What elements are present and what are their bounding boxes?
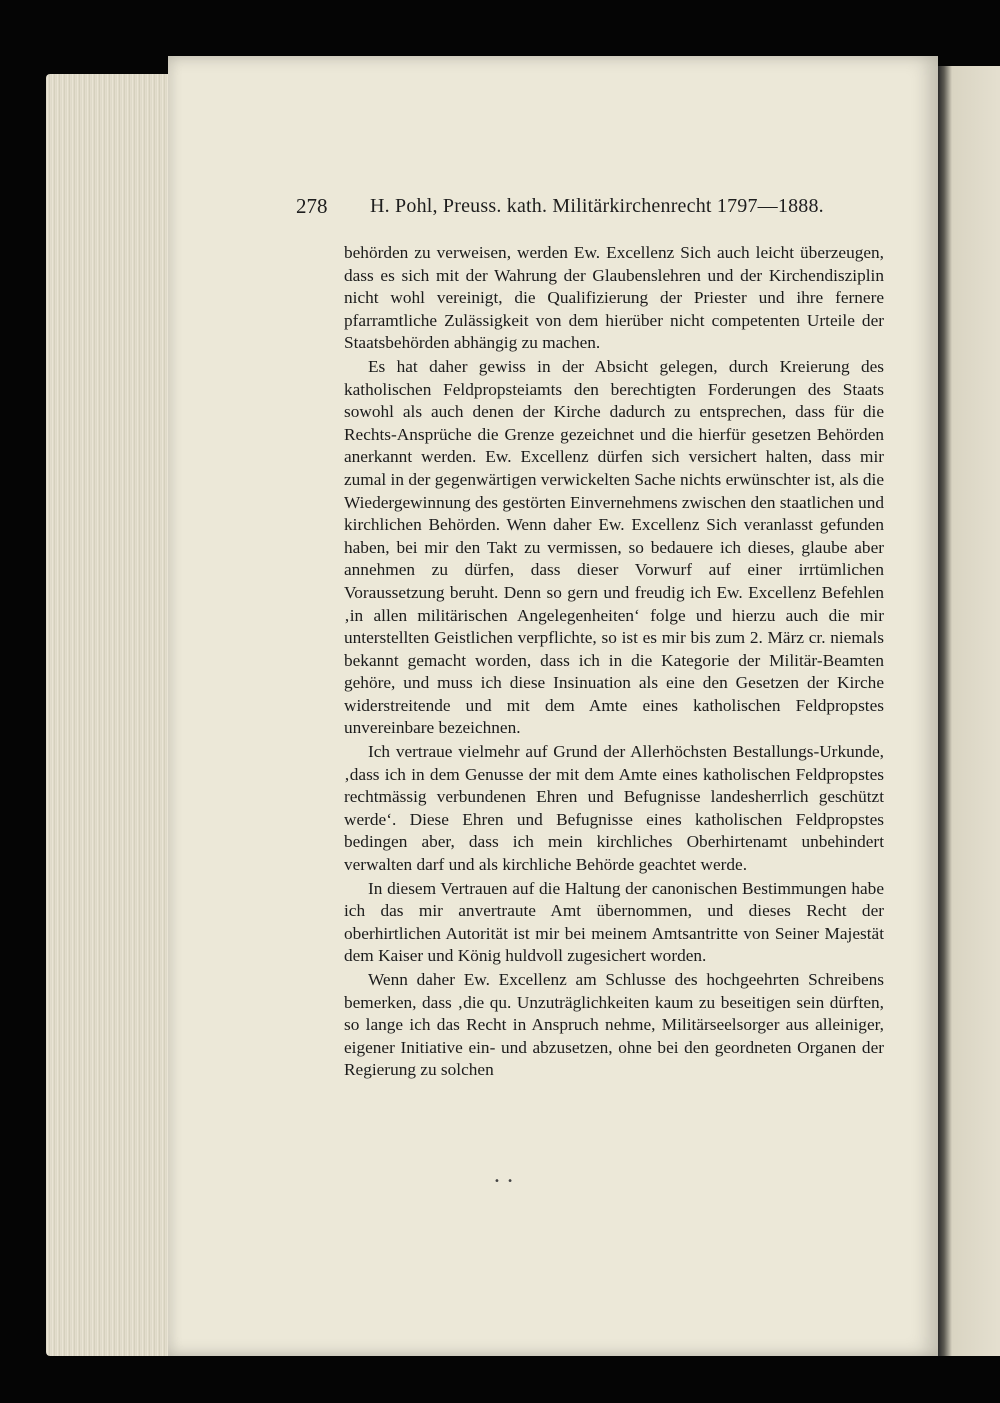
paragraph: Es hat daher gewiss in der Absicht gelegen, durch Kreierung des katholischen Feldpropsteiamts den berechtigten Forderungen des Staats sowohl als auch denen der Kirche dadurch zu entsprechen, dass für die Rechts-Ansprüche die Grenze gezeichnet und die hierfür gesetzen Behörden anerkannt werden. Ew. Excellenz dürfen sich versichert halten, dass mir zumal in der gegenwärtigen verwickelten Sache nichts erwünschter ist, als die Wiedergewinnung des gestörten Einvernehmens zwischen den staatlichen und kirchlichen Behörden. Wenn daher Ew. Excellenz Sich veranlasst gefunden haben, bei mir den Takt zu vermissen, so bedauere ich dieses, glaube aber annehmen zu dürfen, dass dieser Vorwurf auf einer irrtümlichen Voraussetzung beruht. Denn so gern und freudig ich Ew. Excellenz Befehlen ‚in allen militärischen Angelegenheiten‘ folge und hierzu auch die mir unterstellten Geistlichen verpflichte, so ist es mir bis zum 2. März cr. niemals bekannt gemacht worden, dass ich in die Kategorie der Militär-Beamten gehöre, und muss ich diese Insinuation als eine den Gesetzen der Kirche widerstreitende und mit dem Amte eines katholischen Feldpropstes unvereinbare bezeichnen. [344, 356, 884, 738]
print-mark: • • [494, 1176, 515, 1187]
paragraph: behörden zu verweisen, werden Ew. Excellenz Sich auch leicht überzeugen, dass es sich mit der Wahrung der Glaubenslehren und der Kirchendisziplin nicht wohl vereinigt, die Qualifizierung der Priester und ihre fernere pfarramtliche Zulässigkeit von dem hierüber nicht competenten Urteile der Staatsbehörden abhängig zu machen. [344, 243, 884, 353]
next-page-edge [938, 66, 1000, 1356]
paragraph: Ich vertraue vielmehr auf Grund der Allerhöchsten Bestallungs-Urkunde, ‚dass ich in dem Genusse der mit dem Amte eines katholischen Feldpropstes rechtmässig verbundenen Ehren und Befugnisse landesherrlich geschützt werde‘. Diese Ehren und Befugnisse eines katholischen Feldpropstes bedingen aber, dass ich mein kirchliches Oberhirtenamt unbehindert verwalten darf und als kirchliche Behörde geachtet werde. [344, 742, 884, 875]
page-header [296, 194, 856, 224]
paragraph: In diesem Vertrauen auf die Haltung der canonischen Bestimmungen habe ich das mir anvertraute Amt übernommen, und dieses Recht der oberhirtlichen Autorität ist mir bei meinem Amtsantritte von Seiner Majestät dem Kaiser und König huldvoll zugesichert worden. [344, 878, 884, 966]
page-edges [46, 74, 176, 1356]
page-number: 278 [296, 194, 328, 218]
paragraph: Wenn daher Ew. Excellenz am Schlusse des hochgeehrten Schreibens bemerken, dass ‚die qu. Unzuträglichkeiten kaum zu beseitigen sein dürften, so lange ich das Recht in Anspruch nehme, Militärseelsorger aus alleiniger, eigener Initiative ein- und abzusetzen, ohne bei den geordneten Organen der Regierung zu solchen [344, 970, 884, 1080]
body-text [344, 242, 884, 1082]
running-title: H. Pohl, Preuss. kath. Militärkirchenrecht 1797—1888. [370, 195, 824, 217]
